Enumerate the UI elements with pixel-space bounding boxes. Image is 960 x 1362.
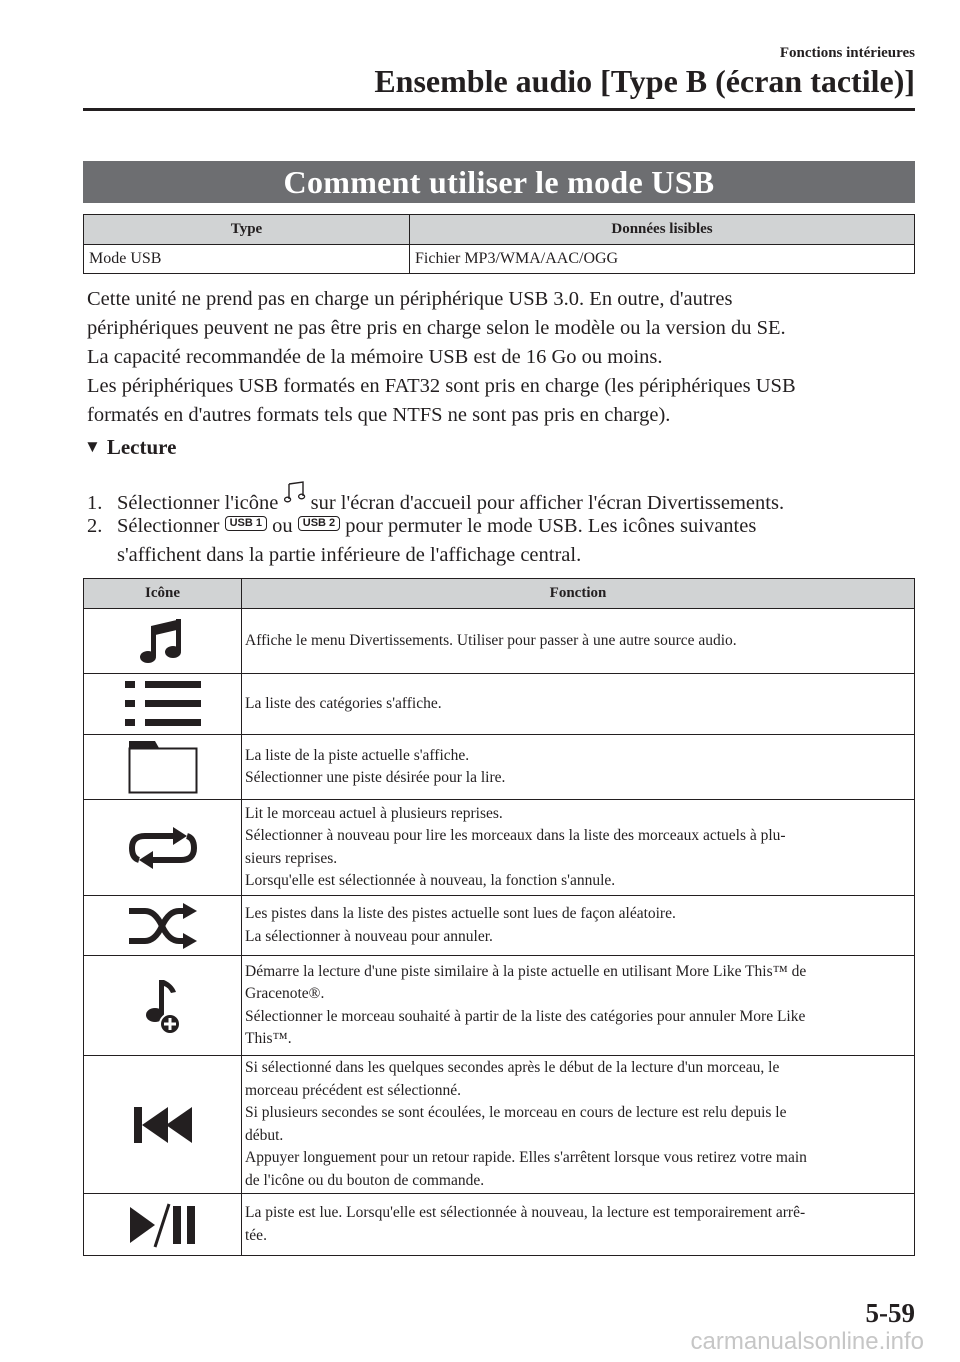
step-2-continuation: s'affichent dans la partie inférieure de l'affichage central. xyxy=(117,544,582,566)
function-cell xyxy=(242,896,915,956)
function-line: Si sélectionné dans les quelques secondes après le début de la lecture d'un morceau, le xyxy=(245,1059,780,1076)
play-pause-icon xyxy=(127,1202,199,1248)
table-row xyxy=(84,609,915,674)
page-number: 5-59 xyxy=(865,1298,915,1328)
table-row xyxy=(84,1056,915,1194)
chapter-title: Ensemble audio [Type B (écran tactile)] xyxy=(374,63,915,99)
step-text: Sélectionner xyxy=(117,515,220,537)
usb-2-button[interactable]: USB 2 xyxy=(298,516,340,531)
cell-data: Fichier MP3/WMA/AAC/OGG xyxy=(410,245,915,274)
column-header-type: Type xyxy=(84,215,410,245)
function-line: La sélectionner à nouveau pour annuler. xyxy=(245,927,493,945)
step-number: 1. xyxy=(87,492,103,514)
function-line: Lit le morceau actuel à plusieurs reprises. xyxy=(245,804,503,822)
function-cell xyxy=(242,1194,915,1256)
table-row xyxy=(84,1194,915,1256)
table-row xyxy=(84,800,915,896)
function-line: tée. xyxy=(245,1226,267,1244)
repeat-icon xyxy=(127,826,199,870)
table-header-row xyxy=(84,579,915,609)
category-list-icon xyxy=(123,677,203,731)
intro-line: La capacité recommandée de la mémoire USB est de 16 Go ou moins. xyxy=(87,346,663,368)
intro-line: périphériques peuvent ne pas être pris en charge selon le modèle ou la version du SE. xyxy=(87,317,786,339)
function-line: Démarre la lecture d'une piste similaire à la piste actuelle en utilisant More Like This™ de xyxy=(245,962,807,980)
icon-function-table xyxy=(83,578,915,1256)
intro-line: Cette unité ne prend pas en charge un périphérique USB 3.0. En outre, d'autres xyxy=(87,288,733,310)
function-line: La liste des catégories s'affiche. xyxy=(245,694,442,712)
table-row xyxy=(84,674,915,735)
function-line: Affiche le menu Divertissements. Utiliser pour passer à une autre source audio. xyxy=(245,631,737,649)
step-text: ou xyxy=(272,515,293,537)
function-line: Les pistes dans la liste des pistes actuelle sont lues de façon aléatoire. xyxy=(245,905,676,922)
watermark: carmanualsonline.info xyxy=(690,1328,924,1355)
usb-1-button[interactable]: USB 1 xyxy=(225,516,267,531)
column-header-icon: Icône xyxy=(84,579,242,609)
function-cell xyxy=(242,674,915,735)
header-divider xyxy=(83,108,915,111)
intro-line: Les périphériques USB formatés en FAT32 sont pris en charge (les périphériques USB xyxy=(87,375,796,397)
function-cell xyxy=(242,800,915,896)
function-line: début. xyxy=(245,1126,284,1144)
readable-data-table xyxy=(83,214,915,274)
music-note-icon xyxy=(284,481,306,505)
icon-cell xyxy=(84,800,242,896)
icon-cell xyxy=(84,956,242,1056)
triangle-marker-icon: ▼ xyxy=(84,437,101,456)
function-line: morceau précédent est sélectionné. xyxy=(245,1081,462,1099)
function-line: Sélectionner le morceau souhaité à partir de la liste des catégories pour annuler More Like xyxy=(245,1007,806,1025)
previous-track-icon xyxy=(132,1105,194,1145)
more-like-this-icon xyxy=(143,976,183,1036)
function-line: This™. xyxy=(245,1030,292,1047)
function-line: La liste de la piste actuelle s'affiche. xyxy=(245,746,470,764)
table-row xyxy=(84,245,915,274)
subheading-text: Lecture xyxy=(106,435,177,459)
function-line: Sélectionner une piste désirée pour la lire. xyxy=(245,769,506,786)
step-text: sur l'écran d'accueil pour afficher l'écran Divertissements. xyxy=(310,492,785,514)
function-line: Gracenote®. xyxy=(245,985,325,1002)
function-cell xyxy=(242,609,915,674)
step-text: pour permuter le mode USB. Les icônes suivantes xyxy=(345,515,757,537)
section-banner xyxy=(83,161,915,203)
icon-cell xyxy=(84,896,242,956)
intro-paragraph xyxy=(87,285,915,430)
function-cell xyxy=(242,1056,915,1194)
function-cell xyxy=(242,735,915,800)
function-line: Si plusieurs secondes se sont écoulées, le morceau en cours de lecture est relu depuis le xyxy=(245,1104,787,1121)
icon-cell xyxy=(84,1194,242,1256)
header-section-label: Fonctions intérieures xyxy=(779,45,915,61)
column-header-data: Données lisibles xyxy=(410,215,915,245)
column-header-function: Fonction xyxy=(242,579,915,609)
icon-cell xyxy=(84,1056,242,1194)
shuffle-icon xyxy=(127,903,199,949)
step-2 xyxy=(87,511,756,541)
step-number: 2. xyxy=(87,515,103,537)
function-cell xyxy=(242,956,915,1056)
intro-line: formatés en d'autres formats tels que NTFS ne sont pas pris en charge). xyxy=(87,404,671,426)
function-line: sieurs reprises. xyxy=(245,849,338,867)
table-header-row xyxy=(84,215,915,245)
icon-cell xyxy=(84,674,242,735)
folder-icon xyxy=(127,739,199,795)
section-title: Comment utiliser le mode USB xyxy=(283,163,715,200)
function-line: Lorsqu'elle est sélectionnée à nouveau, la fonction s'annule. xyxy=(245,872,616,889)
function-line: La piste est lue. Lorsqu'elle est sélectionnée à nouveau, la lecture est temporairement arrê- xyxy=(245,1204,806,1221)
cell-type: Mode USB xyxy=(84,245,410,274)
function-line: de l'icône ou du bouton de commande. xyxy=(245,1171,485,1189)
icon-cell xyxy=(84,609,242,674)
music-note-icon xyxy=(135,613,191,669)
table-row xyxy=(84,896,915,956)
subheading-lecture xyxy=(84,432,176,462)
icon-cell xyxy=(84,735,242,800)
step-text: Sélectionner l'icône xyxy=(117,492,279,514)
table-row xyxy=(84,735,915,800)
table-row xyxy=(84,956,915,1056)
function-line: Appuyer longuement pour un retour rapide. Elles s'arrêtent lorsque vous retirez votre main xyxy=(245,1149,807,1166)
function-line: Sélectionner à nouveau pour lire les morceaux dans la liste des morceaux actuels à plu- xyxy=(245,827,786,844)
